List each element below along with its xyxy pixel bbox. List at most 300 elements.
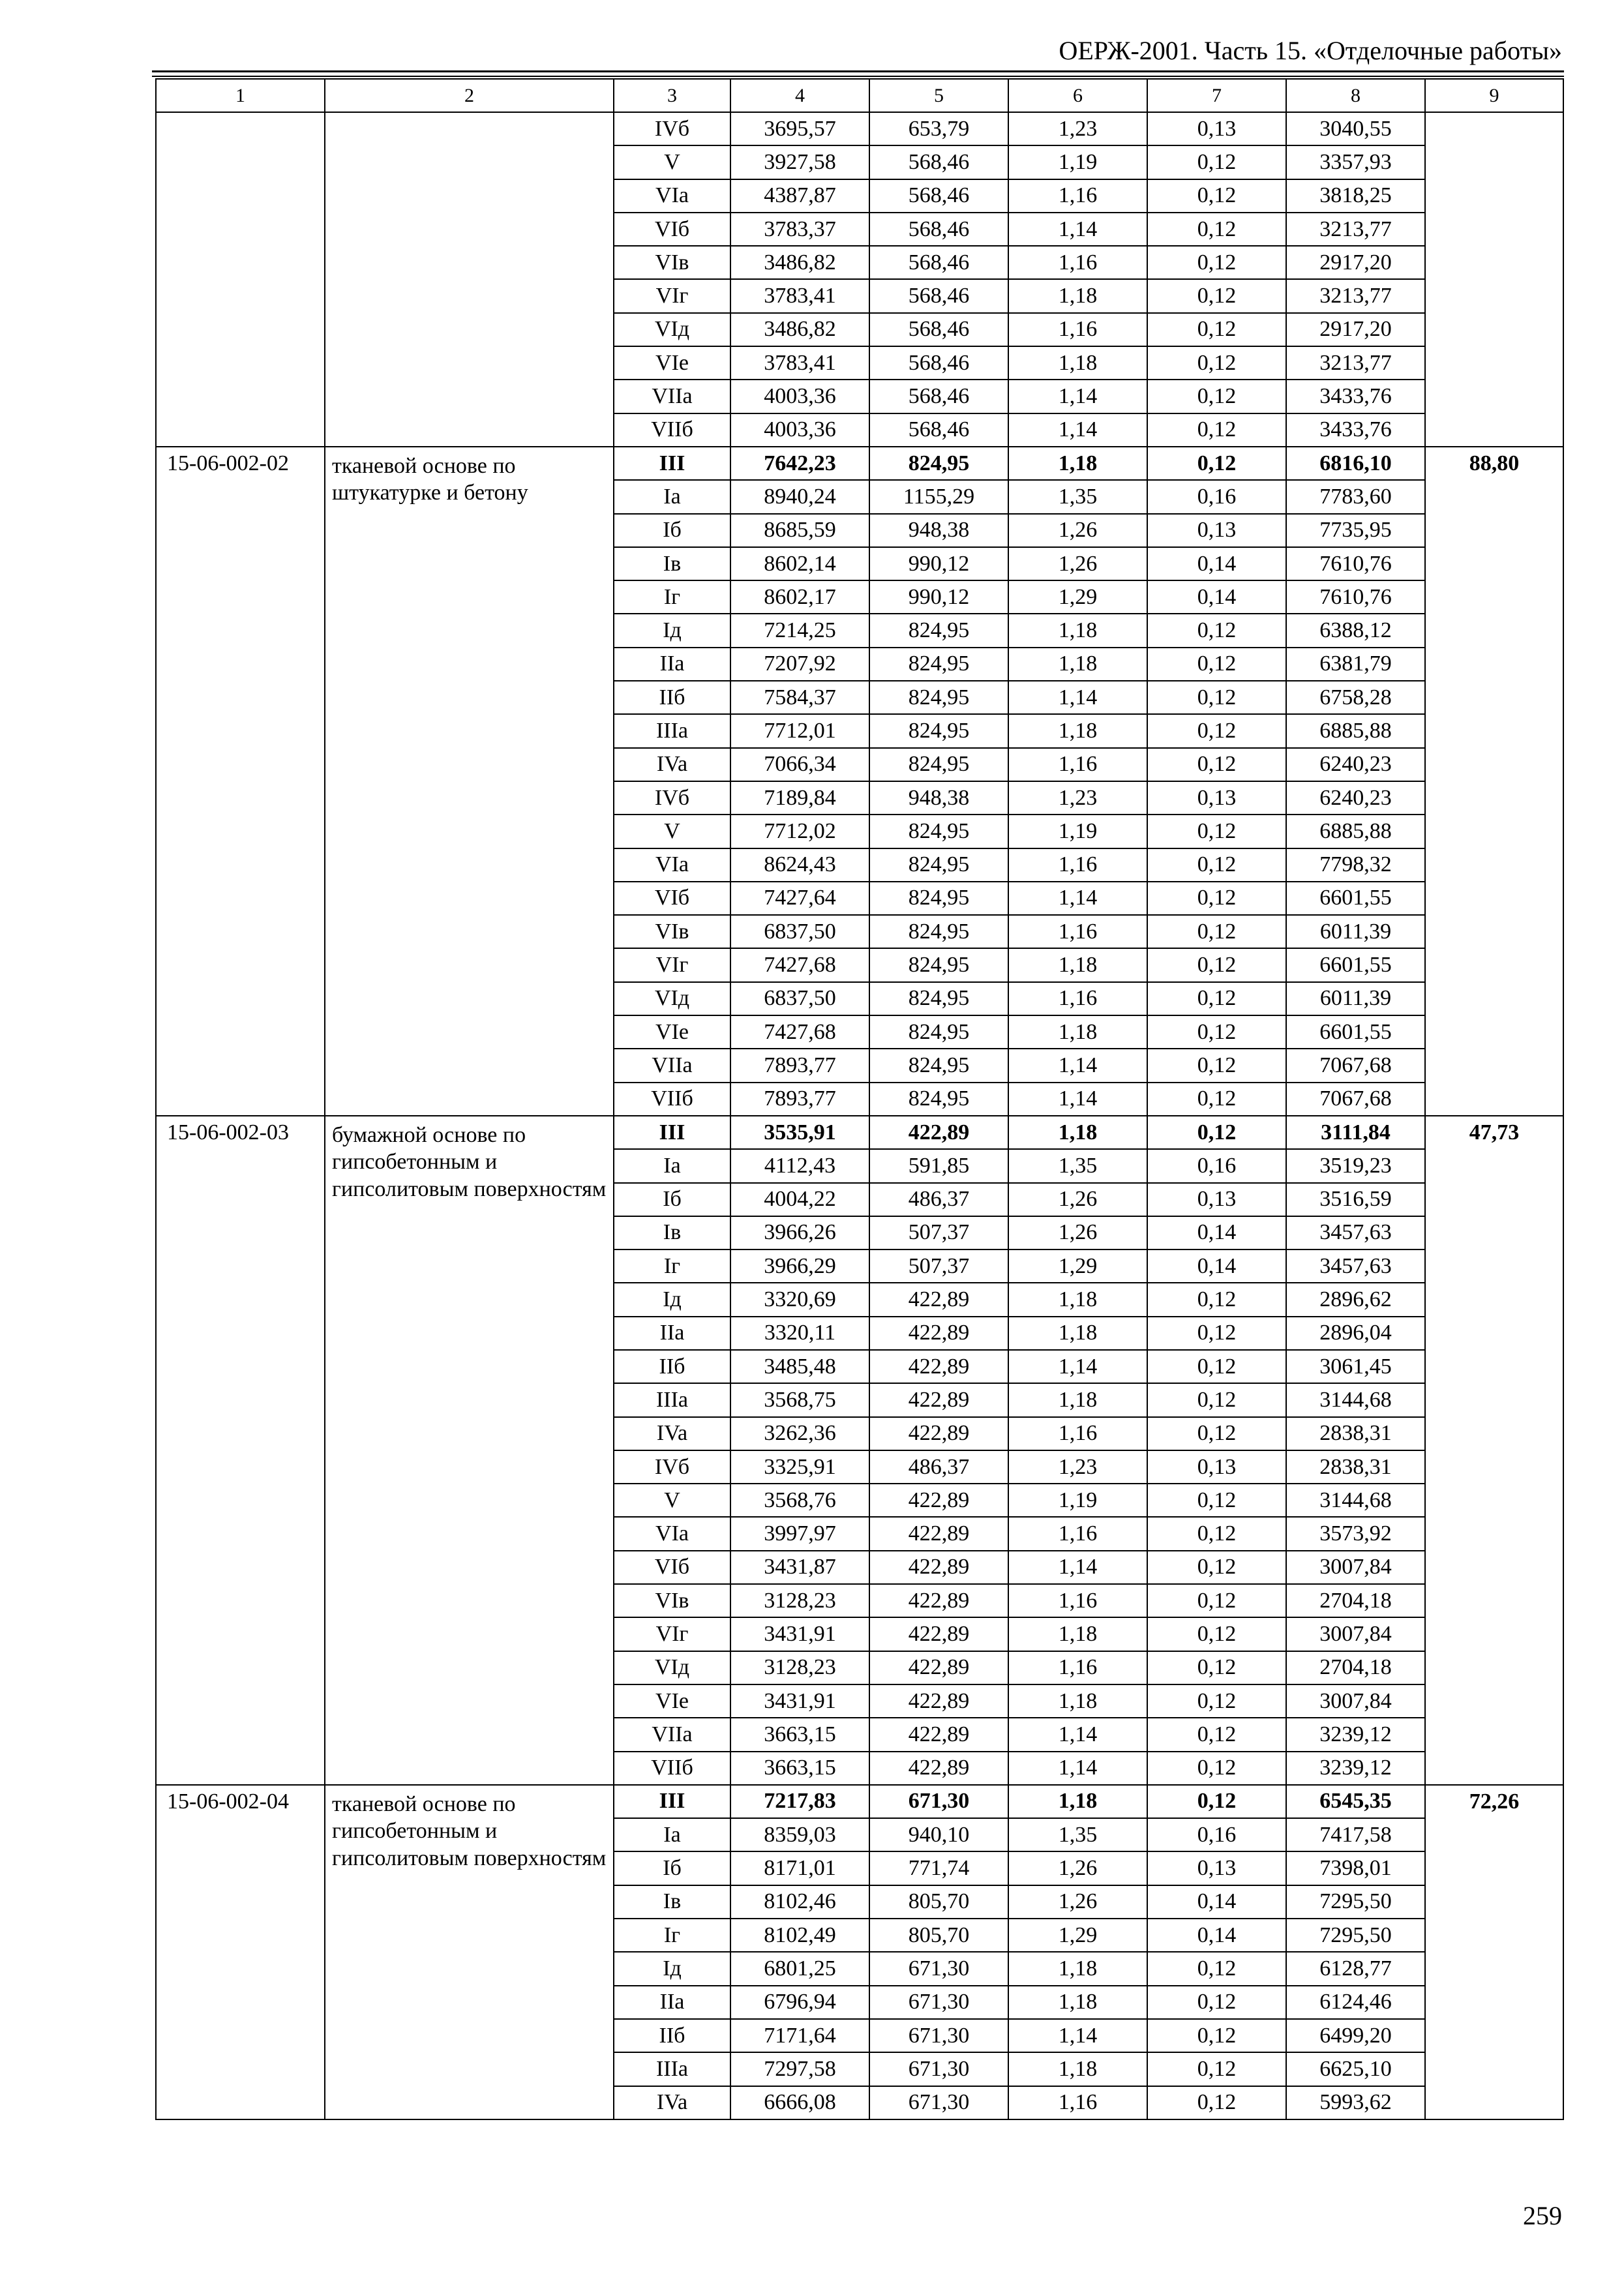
- rate-name: [325, 112, 614, 447]
- value-cell: 0,12: [1147, 2019, 1286, 2052]
- value-cell: 422,89: [869, 1116, 1008, 1149]
- zone-cell: VIб: [614, 882, 730, 915]
- value-cell: 653,79: [869, 112, 1008, 145]
- value-cell: 1,23: [1008, 781, 1147, 815]
- value-cell: 0,12: [1147, 681, 1286, 714]
- value-cell: 1,18: [1008, 1952, 1147, 1985]
- value-cell: 7735,95: [1286, 514, 1425, 547]
- value-cell: 824,95: [869, 748, 1008, 781]
- value-cell: 1,18: [1008, 279, 1147, 312]
- value-cell: 6240,23: [1286, 748, 1425, 781]
- value-cell: 568,46: [869, 380, 1008, 413]
- value-cell: 6381,79: [1286, 648, 1425, 681]
- value-cell: 1,19: [1008, 1484, 1147, 1517]
- zone-cell: V: [614, 815, 730, 848]
- value-cell: 3128,23: [730, 1651, 869, 1684]
- zone-cell: IIIa: [614, 714, 730, 747]
- value-cell: 0,12: [1147, 179, 1286, 213]
- value-cell: 568,46: [869, 313, 1008, 346]
- table-row: [156, 1116, 1563, 1149]
- value-cell: 4112,43: [730, 1149, 869, 1182]
- value-cell: 1,18: [1008, 1383, 1147, 1416]
- value-cell: 1,14: [1008, 882, 1147, 915]
- value-cell: 2917,20: [1286, 313, 1425, 346]
- value-cell: 568,46: [869, 179, 1008, 213]
- value-cell: 0,12: [1147, 1684, 1286, 1718]
- value-cell: 0,16: [1147, 1149, 1286, 1182]
- value-cell: 1,14: [1008, 1718, 1147, 1751]
- zone-cell: VIIб: [614, 1083, 730, 1116]
- value-cell: 8940,24: [730, 480, 869, 513]
- value-cell: 0,12: [1147, 1383, 1286, 1416]
- value-cell: 1,18: [1008, 1317, 1147, 1350]
- value-cell: 0,14: [1147, 580, 1286, 614]
- value-cell: 486,37: [869, 1450, 1008, 1484]
- materials-cost: 88,80: [1425, 447, 1563, 1116]
- value-cell: 0,12: [1147, 1049, 1286, 1082]
- value-cell: 1,35: [1008, 1149, 1147, 1182]
- zone-cell: VIв: [614, 915, 730, 948]
- value-cell: 6796,94: [730, 1986, 869, 2019]
- value-cell: 0,12: [1147, 882, 1286, 915]
- value-cell: 0,12: [1147, 1083, 1286, 1116]
- value-cell: 0,12: [1147, 447, 1286, 480]
- zone-cell: VIб: [614, 213, 730, 246]
- value-cell: 1,35: [1008, 480, 1147, 513]
- rate-code: 15-06-002-04: [156, 1785, 325, 2119]
- value-cell: 1,16: [1008, 848, 1147, 882]
- value-cell: 0,12: [1147, 413, 1286, 447]
- value-cell: 7427,68: [730, 1015, 869, 1049]
- column-number-header-row: [156, 79, 1563, 112]
- value-cell: 3213,77: [1286, 213, 1425, 246]
- value-cell: 0,12: [1147, 1952, 1286, 1985]
- value-cell: 6601,55: [1286, 1015, 1425, 1049]
- value-cell: 6240,23: [1286, 781, 1425, 815]
- value-cell: 0,12: [1147, 1283, 1286, 1316]
- value-cell: 2704,18: [1286, 1651, 1425, 1684]
- value-cell: 4387,87: [730, 179, 869, 213]
- value-cell: 3320,69: [730, 1283, 869, 1316]
- value-cell: 1,14: [1008, 213, 1147, 246]
- value-cell: 591,85: [869, 1149, 1008, 1182]
- value-cell: 3325,91: [730, 1450, 869, 1484]
- zone-cell: Iв: [614, 547, 730, 580]
- value-cell: 7217,83: [730, 1785, 869, 1818]
- value-cell: 7584,37: [730, 681, 869, 714]
- value-cell: 3535,91: [730, 1116, 869, 1149]
- value-cell: 6837,50: [730, 915, 869, 948]
- value-cell: 1,29: [1008, 1249, 1147, 1283]
- value-cell: 1,19: [1008, 815, 1147, 848]
- value-cell: 486,37: [869, 1183, 1008, 1216]
- value-cell: 824,95: [869, 681, 1008, 714]
- value-cell: 0,12: [1147, 346, 1286, 380]
- value-cell: 8102,46: [730, 1885, 869, 1919]
- value-cell: 422,89: [869, 1651, 1008, 1684]
- zone-cell: IVa: [614, 1417, 730, 1450]
- value-cell: 8359,03: [730, 1818, 869, 1851]
- zone-cell: III: [614, 1116, 730, 1149]
- value-cell: 671,30: [869, 1952, 1008, 1985]
- value-cell: 0,12: [1147, 2086, 1286, 2119]
- value-cell: 422,89: [869, 1718, 1008, 1751]
- value-cell: 805,70: [869, 1885, 1008, 1919]
- value-cell: 3783,37: [730, 213, 869, 246]
- value-cell: 1,18: [1008, 714, 1147, 747]
- value-cell: 671,30: [869, 2086, 1008, 2119]
- value-cell: 3997,97: [730, 1517, 869, 1550]
- value-cell: 0,12: [1147, 848, 1286, 882]
- value-cell: 3111,84: [1286, 1116, 1425, 1149]
- value-cell: 1,14: [1008, 380, 1147, 413]
- zone-cell: Iг: [614, 1249, 730, 1283]
- rate-name: тканевой основе по гипсобетонным и гипсолитовым поверхностям: [325, 1785, 614, 2119]
- value-cell: 6601,55: [1286, 948, 1425, 981]
- value-cell: 1,18: [1008, 1986, 1147, 2019]
- value-cell: 0,14: [1147, 1919, 1286, 1952]
- value-cell: 3320,11: [730, 1317, 869, 1350]
- value-cell: 0,12: [1147, 982, 1286, 1015]
- zone-cell: IIa: [614, 1317, 730, 1350]
- value-cell: 948,38: [869, 781, 1008, 815]
- table-row: [156, 447, 1563, 480]
- value-cell: 8624,43: [730, 848, 869, 882]
- value-cell: 1,16: [1008, 982, 1147, 1015]
- value-cell: 3486,82: [730, 313, 869, 346]
- value-cell: 7798,32: [1286, 848, 1425, 882]
- column-header: 1: [156, 79, 325, 112]
- value-cell: 0,12: [1147, 1651, 1286, 1684]
- value-cell: 422,89: [869, 1584, 1008, 1617]
- value-cell: 1,18: [1008, 2052, 1147, 2086]
- column-header: 8: [1286, 79, 1425, 112]
- zone-cell: IIб: [614, 1350, 730, 1383]
- value-cell: 0,14: [1147, 1249, 1286, 1283]
- value-cell: 3262,36: [730, 1417, 869, 1450]
- value-cell: 1,16: [1008, 748, 1147, 781]
- value-cell: 824,95: [869, 1049, 1008, 1082]
- value-cell: 6124,46: [1286, 1986, 1425, 2019]
- zone-cell: IIIa: [614, 1383, 730, 1416]
- page-number: 259: [1523, 2201, 1562, 2230]
- value-cell: 2838,31: [1286, 1450, 1425, 1484]
- value-cell: 940,10: [869, 1818, 1008, 1851]
- zone-cell: IIб: [614, 2019, 730, 2052]
- value-cell: 0,14: [1147, 1885, 1286, 1919]
- zone-cell: IVб: [614, 1450, 730, 1484]
- value-cell: 4003,36: [730, 413, 869, 447]
- value-cell: 3040,55: [1286, 112, 1425, 145]
- value-cell: 990,12: [869, 547, 1008, 580]
- value-cell: 7427,64: [730, 882, 869, 915]
- value-cell: 1,16: [1008, 1651, 1147, 1684]
- value-cell: 0,12: [1147, 648, 1286, 681]
- value-cell: 4004,22: [730, 1183, 869, 1216]
- value-cell: 422,89: [869, 1684, 1008, 1718]
- value-cell: 0,12: [1147, 714, 1286, 747]
- zone-cell: III: [614, 447, 730, 480]
- value-cell: 990,12: [869, 580, 1008, 614]
- value-cell: 7712,02: [730, 815, 869, 848]
- value-cell: 3144,68: [1286, 1383, 1425, 1416]
- value-cell: 1,16: [1008, 915, 1147, 948]
- value-cell: 3007,84: [1286, 1617, 1425, 1651]
- zone-cell: V: [614, 145, 730, 179]
- zone-cell: VIIa: [614, 1049, 730, 1082]
- value-cell: 0,13: [1147, 514, 1286, 547]
- value-cell: 2896,04: [1286, 1317, 1425, 1350]
- value-cell: 0,12: [1147, 1718, 1286, 1751]
- value-cell: 0,12: [1147, 748, 1286, 781]
- value-cell: 0,12: [1147, 948, 1286, 981]
- zone-cell: IVб: [614, 112, 730, 145]
- zone-cell: Ia: [614, 1149, 730, 1182]
- zone-cell: VIIa: [614, 380, 730, 413]
- value-cell: 0,14: [1147, 1216, 1286, 1249]
- zone-cell: Iд: [614, 1952, 730, 1985]
- zone-cell: VIг: [614, 1617, 730, 1651]
- value-cell: 1,23: [1008, 112, 1147, 145]
- column-header: 9: [1425, 79, 1563, 112]
- value-cell: 824,95: [869, 614, 1008, 647]
- value-cell: 568,46: [869, 346, 1008, 380]
- value-cell: 824,95: [869, 648, 1008, 681]
- value-cell: 7067,68: [1286, 1083, 1425, 1116]
- value-cell: 1,16: [1008, 2086, 1147, 2119]
- rate-name: бумажной основе по гипсобетонным и гипсолитовым поверхностям: [325, 1116, 614, 1785]
- value-cell: 1,18: [1008, 614, 1147, 647]
- value-cell: 0,12: [1147, 915, 1286, 948]
- value-cell: 3818,25: [1286, 179, 1425, 213]
- value-cell: 0,12: [1147, 1584, 1286, 1617]
- value-cell: 0,12: [1147, 380, 1286, 413]
- value-cell: 671,30: [869, 2052, 1008, 2086]
- value-cell: 0,16: [1147, 1818, 1286, 1851]
- column-header: 6: [1008, 79, 1147, 112]
- materials-cost: 47,73: [1425, 1116, 1563, 1785]
- value-cell: 2838,31: [1286, 1417, 1425, 1450]
- value-cell: 824,95: [869, 882, 1008, 915]
- value-cell: 7893,77: [730, 1049, 869, 1082]
- value-cell: 1,26: [1008, 1885, 1147, 1919]
- value-cell: 3213,77: [1286, 346, 1425, 380]
- value-cell: 0,12: [1147, 1116, 1286, 1149]
- value-cell: 3431,91: [730, 1617, 869, 1651]
- value-cell: 0,13: [1147, 1183, 1286, 1216]
- value-cell: 1,16: [1008, 1584, 1147, 1617]
- value-cell: 671,30: [869, 2019, 1008, 2052]
- value-cell: 1,26: [1008, 547, 1147, 580]
- value-cell: 3128,23: [730, 1584, 869, 1617]
- value-cell: 6601,55: [1286, 882, 1425, 915]
- value-cell: 3357,93: [1286, 145, 1425, 179]
- value-cell: 3061,45: [1286, 1350, 1425, 1383]
- zone-cell: VIд: [614, 313, 730, 346]
- value-cell: 7417,58: [1286, 1818, 1425, 1851]
- value-cell: 0,14: [1147, 547, 1286, 580]
- column-header: 4: [730, 79, 869, 112]
- header-rule: [152, 70, 1564, 72]
- value-cell: 422,89: [869, 1484, 1008, 1517]
- zone-cell: VIa: [614, 1517, 730, 1550]
- value-cell: 568,46: [869, 246, 1008, 279]
- value-cell: 7295,50: [1286, 1919, 1425, 1952]
- value-cell: 6837,50: [730, 982, 869, 1015]
- value-cell: 4003,36: [730, 380, 869, 413]
- value-cell: 422,89: [869, 1617, 1008, 1651]
- zone-cell: VIд: [614, 1651, 730, 1684]
- value-cell: 671,30: [869, 1986, 1008, 2019]
- running-header: ОЕРЖ-2001. Часть 15. «Отделочные работы»: [1059, 36, 1562, 65]
- value-cell: 0,12: [1147, 1551, 1286, 1584]
- value-cell: 2896,62: [1286, 1283, 1425, 1316]
- zone-cell: VIe: [614, 1684, 730, 1718]
- zone-cell: VIд: [614, 982, 730, 1015]
- value-cell: 824,95: [869, 714, 1008, 747]
- column-header: 2: [325, 79, 614, 112]
- value-cell: 7297,58: [730, 2052, 869, 2086]
- value-cell: 1,18: [1008, 648, 1147, 681]
- value-cell: 1,18: [1008, 346, 1147, 380]
- value-cell: 3431,87: [730, 1551, 869, 1584]
- value-cell: 1155,29: [869, 480, 1008, 513]
- value-cell: 422,89: [869, 1551, 1008, 1584]
- zone-cell: VIг: [614, 279, 730, 312]
- value-cell: 0,12: [1147, 213, 1286, 246]
- value-cell: 824,95: [869, 1015, 1008, 1049]
- value-cell: 1,14: [1008, 1350, 1147, 1383]
- zone-cell: VIв: [614, 246, 730, 279]
- value-cell: 1,26: [1008, 1216, 1147, 1249]
- value-cell: 0,13: [1147, 1851, 1286, 1885]
- value-cell: 1,18: [1008, 1283, 1147, 1316]
- value-cell: 3927,58: [730, 145, 869, 179]
- value-cell: 6011,39: [1286, 982, 1425, 1015]
- zone-cell: VIIб: [614, 1752, 730, 1785]
- value-cell: 7610,76: [1286, 547, 1425, 580]
- value-cell: 0,12: [1147, 614, 1286, 647]
- value-cell: 6388,12: [1286, 614, 1425, 647]
- value-cell: 824,95: [869, 815, 1008, 848]
- value-cell: 568,46: [869, 279, 1008, 312]
- value-cell: 3457,63: [1286, 1216, 1425, 1249]
- value-cell: 805,70: [869, 1919, 1008, 1952]
- value-cell: 1,16: [1008, 1417, 1147, 1450]
- value-cell: 0,12: [1147, 2052, 1286, 2086]
- value-cell: 824,95: [869, 915, 1008, 948]
- value-cell: 3486,82: [730, 246, 869, 279]
- rate-name: тканевой основе по штукатурке и бетону: [325, 447, 614, 1116]
- zone-cell: Iг: [614, 580, 730, 614]
- value-cell: 0,12: [1147, 1350, 1286, 1383]
- value-cell: 507,37: [869, 1216, 1008, 1249]
- zone-cell: Iг: [614, 1919, 730, 1952]
- value-cell: 6011,39: [1286, 915, 1425, 948]
- value-cell: 0,12: [1147, 313, 1286, 346]
- value-cell: 422,89: [869, 1283, 1008, 1316]
- value-cell: 1,35: [1008, 1818, 1147, 1851]
- value-cell: 7066,34: [730, 748, 869, 781]
- zone-cell: VIв: [614, 1584, 730, 1617]
- zone-cell: V: [614, 1484, 730, 1517]
- column-header: 7: [1147, 79, 1286, 112]
- materials-cost: [1425, 112, 1563, 447]
- zone-cell: IIa: [614, 1986, 730, 2019]
- value-cell: 0,12: [1147, 1752, 1286, 1785]
- value-cell: 0,12: [1147, 1417, 1286, 1450]
- value-cell: 7712,01: [730, 714, 869, 747]
- zone-cell: IIIa: [614, 2052, 730, 2086]
- value-cell: 8602,14: [730, 547, 869, 580]
- value-cell: 3007,84: [1286, 1551, 1425, 1584]
- value-cell: 6885,88: [1286, 815, 1425, 848]
- value-cell: 568,46: [869, 213, 1008, 246]
- value-cell: 3457,63: [1286, 1249, 1425, 1283]
- zone-cell: Iд: [614, 1283, 730, 1316]
- value-cell: 824,95: [869, 982, 1008, 1015]
- value-cell: 3213,77: [1286, 279, 1425, 312]
- value-cell: 1,18: [1008, 1617, 1147, 1651]
- value-cell: 3783,41: [730, 279, 869, 312]
- value-cell: 1,18: [1008, 447, 1147, 480]
- value-cell: 1,16: [1008, 246, 1147, 279]
- value-cell: 1,14: [1008, 681, 1147, 714]
- value-cell: 1,16: [1008, 313, 1147, 346]
- value-cell: 1,26: [1008, 1183, 1147, 1216]
- value-cell: 7398,01: [1286, 1851, 1425, 1885]
- value-cell: 6499,20: [1286, 2019, 1425, 2052]
- value-cell: 824,95: [869, 1083, 1008, 1116]
- value-cell: 6758,28: [1286, 681, 1425, 714]
- zone-cell: IVб: [614, 781, 730, 815]
- value-cell: 3431,91: [730, 1684, 869, 1718]
- value-cell: 3433,76: [1286, 413, 1425, 447]
- value-cell: 824,95: [869, 447, 1008, 480]
- value-cell: 3568,75: [730, 1383, 869, 1416]
- rate-code: 15-06-002-02: [156, 447, 325, 1116]
- value-cell: 671,30: [869, 1785, 1008, 1818]
- zone-cell: VIe: [614, 1015, 730, 1049]
- value-cell: 6666,08: [730, 2086, 869, 2119]
- value-cell: 2704,18: [1286, 1584, 1425, 1617]
- value-cell: 8602,17: [730, 580, 869, 614]
- value-cell: 3966,29: [730, 1249, 869, 1283]
- value-cell: 0,12: [1147, 1785, 1286, 1818]
- value-cell: 0,12: [1147, 1317, 1286, 1350]
- value-cell: 3433,76: [1286, 380, 1425, 413]
- zone-cell: Ia: [614, 1818, 730, 1851]
- zone-cell: IIб: [614, 681, 730, 714]
- value-cell: 3568,76: [730, 1484, 869, 1517]
- rate-code: 15-06-002-03: [156, 1116, 325, 1785]
- value-cell: 6885,88: [1286, 714, 1425, 747]
- value-cell: 0,12: [1147, 1015, 1286, 1049]
- zone-cell: VIa: [614, 848, 730, 882]
- value-cell: 6545,35: [1286, 1785, 1425, 1818]
- value-cell: 2917,20: [1286, 246, 1425, 279]
- value-cell: 3663,15: [730, 1752, 869, 1785]
- value-cell: 7610,76: [1286, 580, 1425, 614]
- value-cell: 0,12: [1147, 279, 1286, 312]
- value-cell: 568,46: [869, 145, 1008, 179]
- value-cell: 948,38: [869, 514, 1008, 547]
- value-cell: 3573,92: [1286, 1517, 1425, 1550]
- value-cell: 0,12: [1147, 815, 1286, 848]
- value-cell: 7189,84: [730, 781, 869, 815]
- value-cell: 422,89: [869, 1752, 1008, 1785]
- value-cell: 1,14: [1008, 2019, 1147, 2052]
